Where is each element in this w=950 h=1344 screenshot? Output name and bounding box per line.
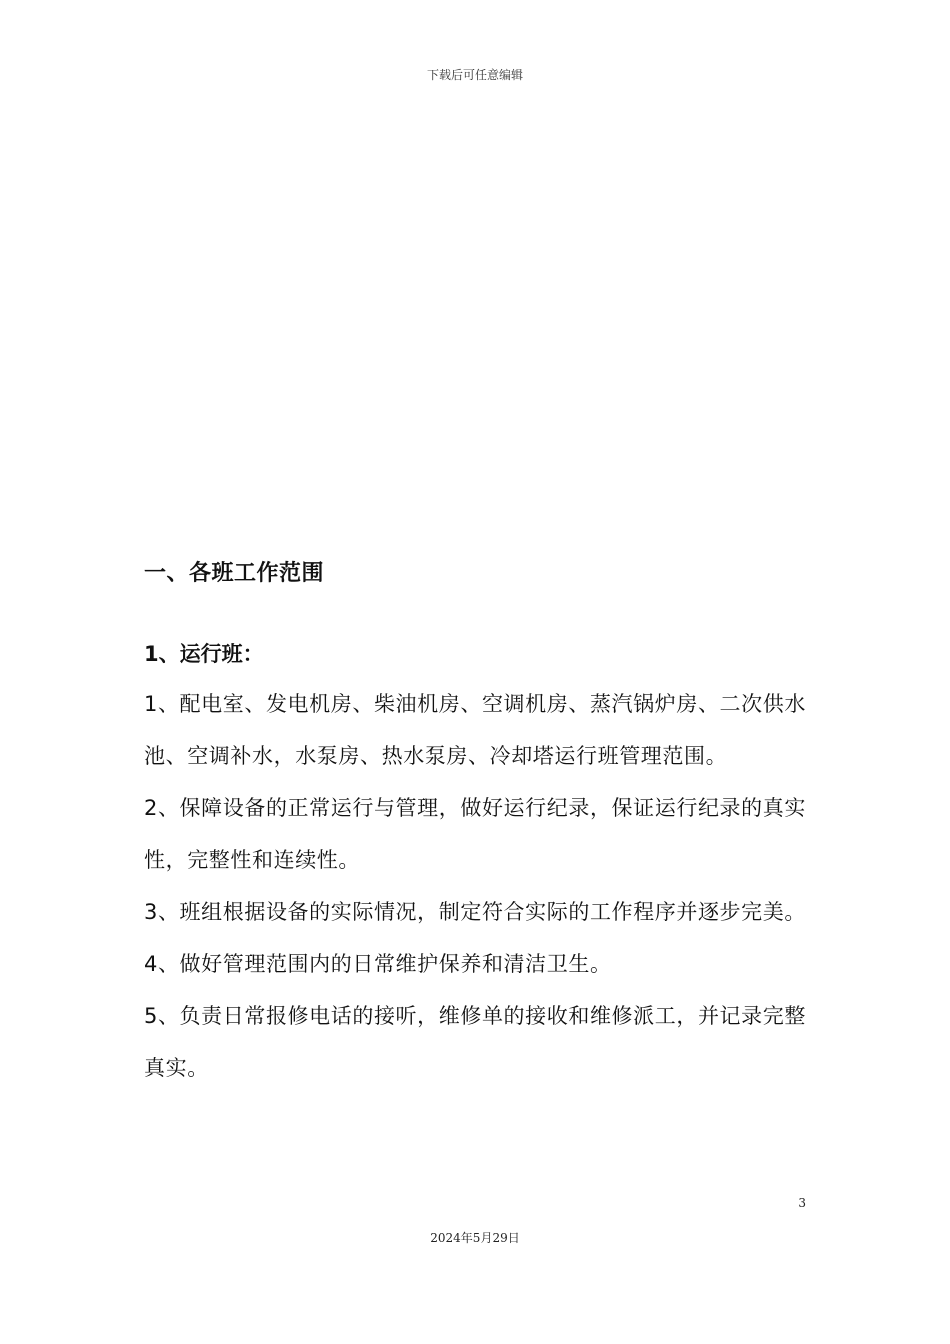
subsection-heading: 1、运行班： bbox=[144, 642, 264, 666]
section-heading: 一、各班工作范围 bbox=[144, 561, 325, 586]
page-number: 3 bbox=[798, 1196, 806, 1210]
header-note: 下载后可任意编辑 bbox=[426, 68, 523, 82]
list-item: 5、负责日常报修电话的接听，维修单的接收和维修派工，并记录完整真实。 bbox=[144, 1004, 806, 1080]
duty-list bbox=[144, 678, 814, 1094]
list-item: 1、配电室、发电机房、柴油机房、空调机房、蒸汽锅炉房、二次供水池、空调补水，水泵房、热水泵房、冷却塔运行班管理范围。 bbox=[144, 692, 806, 768]
page-content bbox=[144, 554, 814, 1094]
list-item: 4、做好管理范围内的日常维护保养和清洁卫生。 bbox=[144, 952, 612, 976]
list-item: 2、保障设备的正常运行与管理，做好运行纪录，保证运行纪录的真实性，完整性和连续性。 bbox=[144, 796, 806, 872]
footer-date: 2024年5月29日 bbox=[430, 1231, 520, 1245]
list-item: 3、班组根据设备的实际情况，制定符合实际的工作程序并逐步完美。 bbox=[144, 900, 806, 924]
